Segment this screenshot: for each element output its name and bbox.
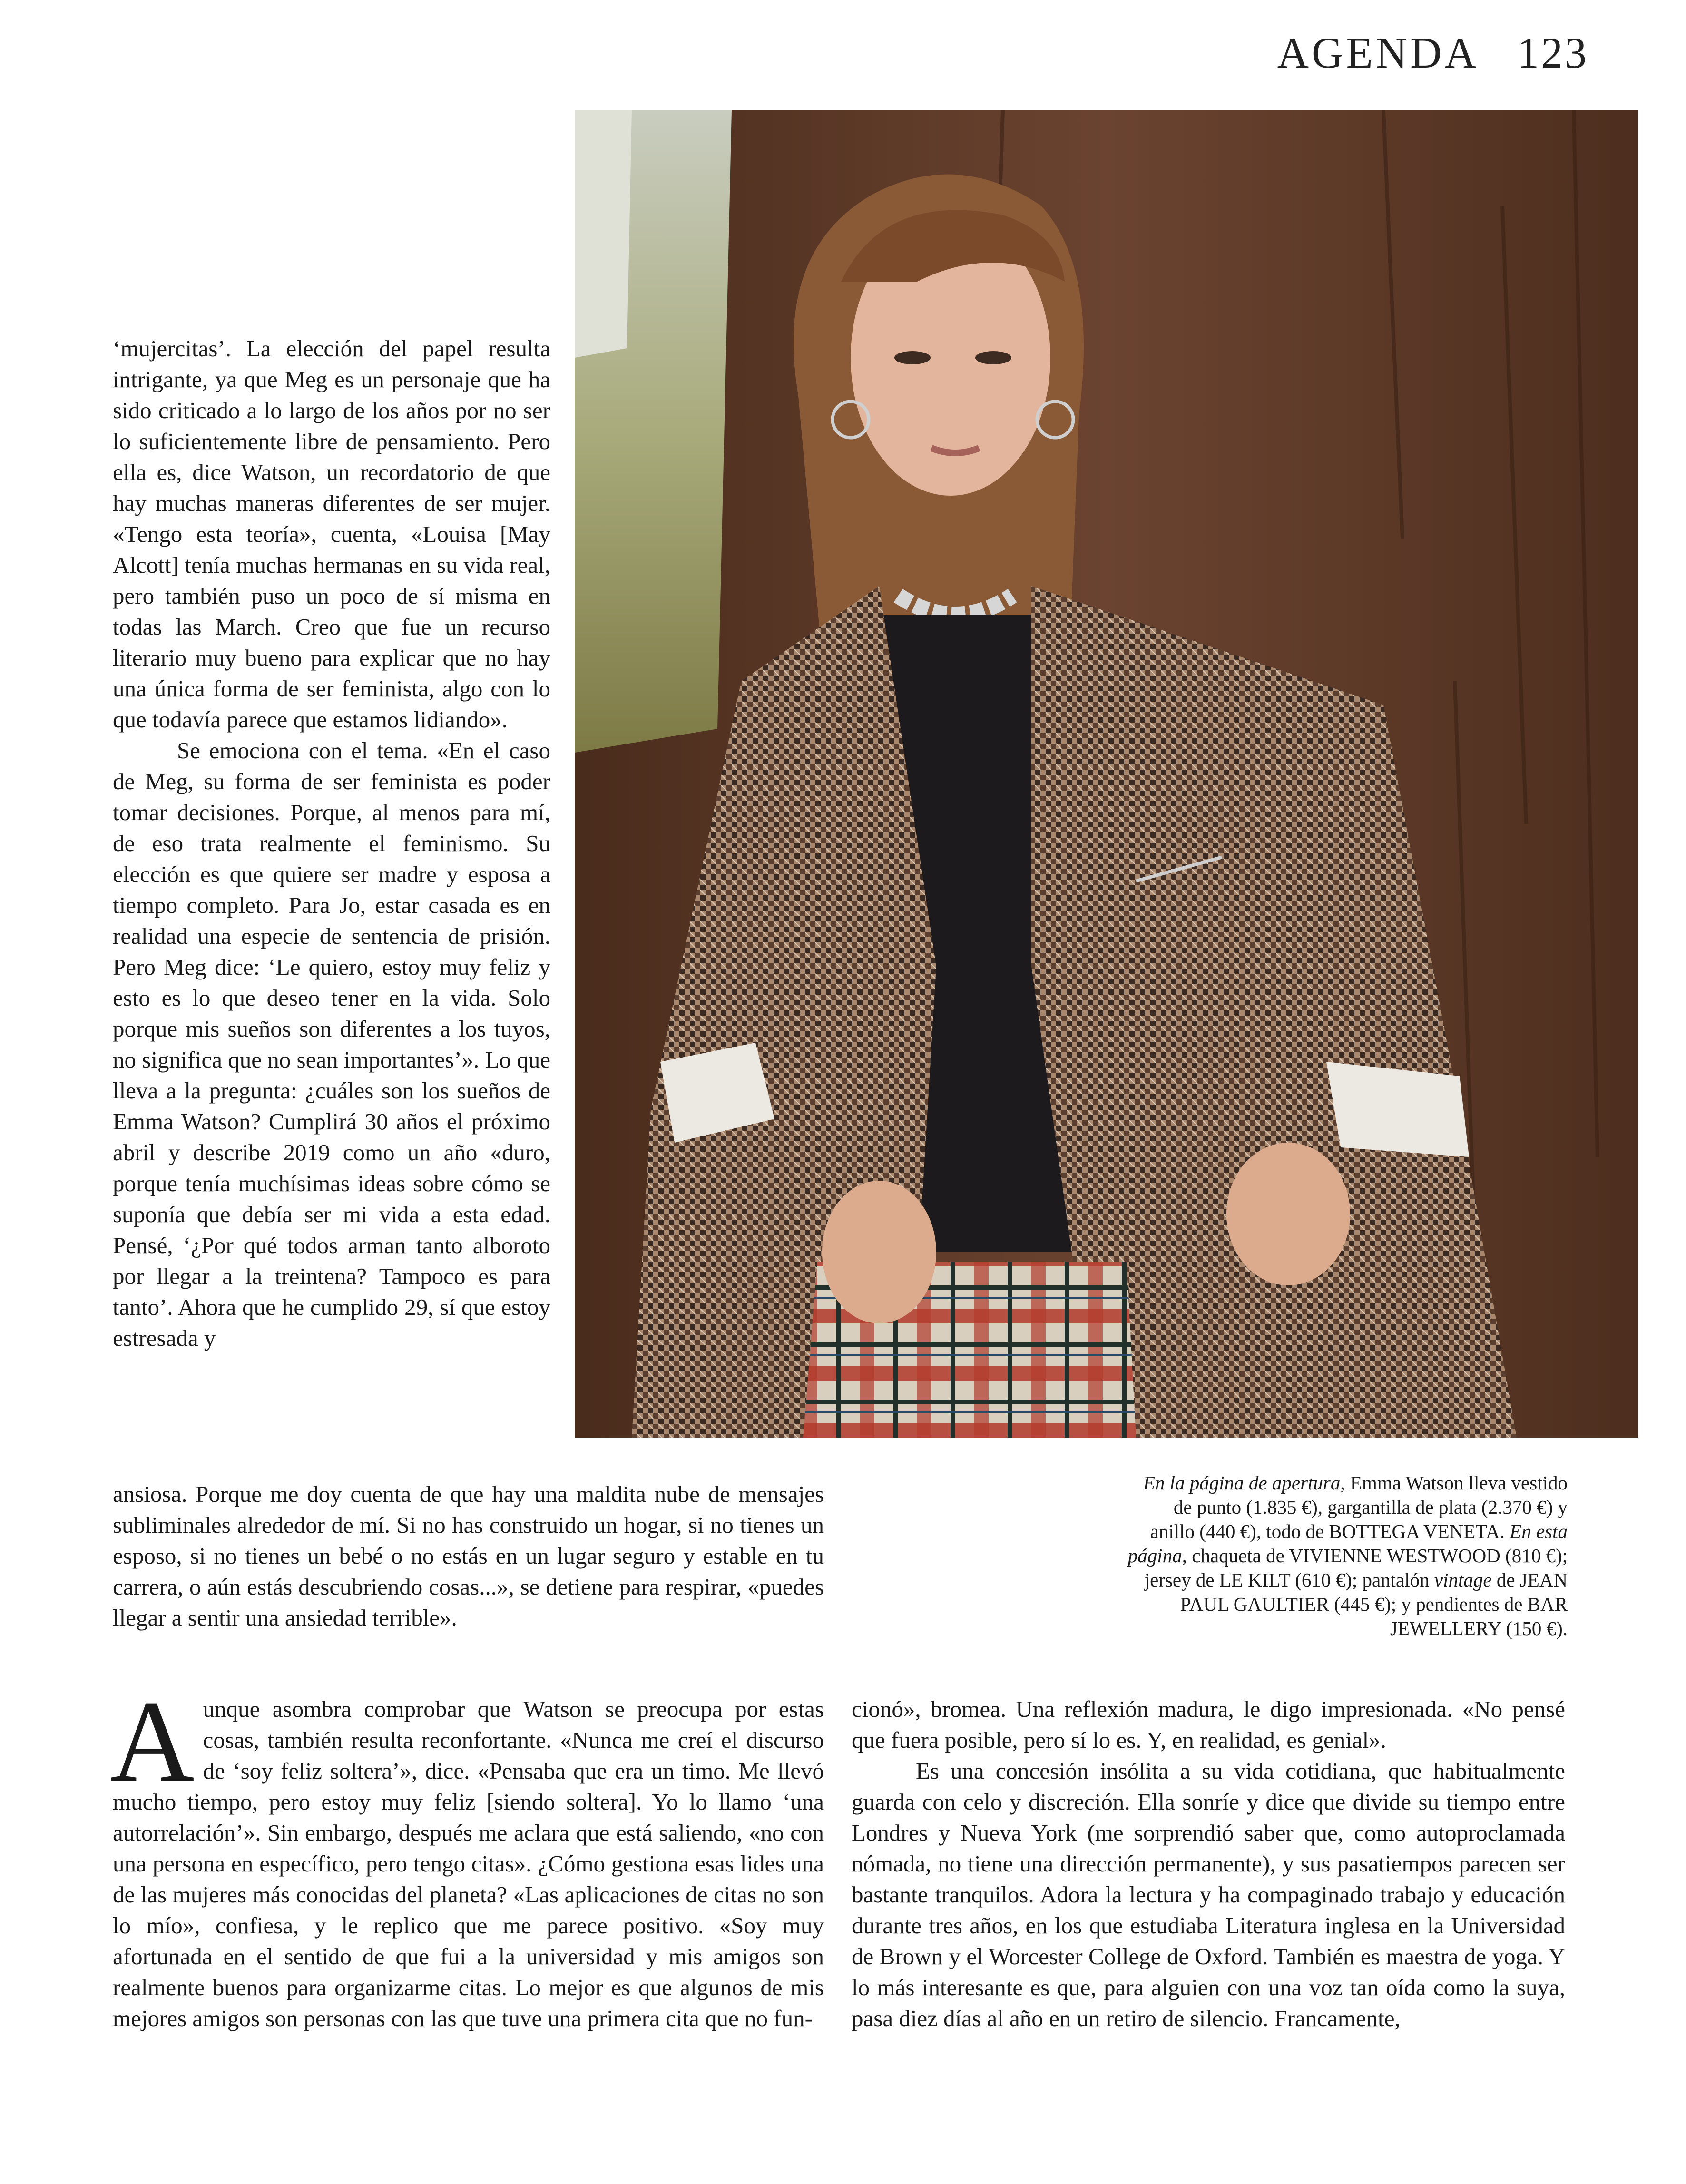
caption-italic: En la página de apertura [1143, 1472, 1341, 1494]
page-header [1277, 28, 1588, 78]
caption-italic: vintage [1434, 1569, 1492, 1591]
photo-caption [1125, 1471, 1568, 1641]
article-column-left-wide [113, 1479, 824, 1633]
paragraph: Es una concesión insólita a su vida cotidiana, que habitualmente guarda con celo y discreción. Ella sonríe y dice que divide su tiempo entre Londres y Nueva York (me sorprendió saber que, como autoproclamada nómada, no tiene una dirección permanente), y sus pasatiempos parecen ser bastante tranquilos. Adora la lectura y ha compaginado trabajo y educación durante tres años, en los que estudiaba Literatura inglesa en la Universidad de Brown y el Worcester College de Oxford. También es maestra de yoga. Y lo más interesante es que, para alguien con una voz tan oída como la suya, pasa diez días al año en un retiro de silencio. Francamente, [852, 1758, 1565, 2031]
portrait-photo-icon [575, 110, 1638, 1438]
paragraph: ansiosa. Porque me doy cuenta de que hay una maldita nube de mensajes subliminales alrededor de mí. Si no has construido un hogar, si no tienes un esposo, si no tienes un bebé o no estás en un lugar seguro y estable en tu carrera, o aún estás descubriendo cosas...», se detiene para respirar, «puedes llegar a sentir una ansiedad terrible». [113, 1481, 824, 1631]
article-column-bottom-right [852, 1694, 1565, 2034]
paragraph: ‘mujercitas’. La elección del papel resulta intrigante, ya que Meg es un personaje que ha sido criticado a lo largo de los años por no ser lo suficientemente libre de pensamiento. Pero ella es, dice Watson, un recordatorio de que hay muchas maneras diferentes de ser mujer. «Tengo esta teoría», cuenta, «Louisa [May Alcott] tenía muchas hermanas en su vida real, pero también puso un poco de sí misma en todas las March. Creo que fue un recurso literario muy bueno para explicar que no hay una única forma de ser feminista, algo con lo que todavía parece que estamos lidiando». [113, 335, 550, 733]
drop-cap: A [110, 1677, 195, 1806]
portrait-photo [575, 110, 1638, 1438]
section-title: AGENDA [1277, 29, 1479, 77]
article-column-bottom-left [110, 1677, 824, 2034]
paragraph [110, 1677, 824, 2034]
caption-italic: En esta página [1127, 1520, 1568, 1567]
caption-text: , chaqueta de VIVIENNE WESTWOOD (810 €); jersey de LE KILT (610 €); pantalón [1144, 1545, 1568, 1591]
page-number: 123 [1517, 29, 1588, 77]
caption-text: de JEAN PAUL GAULTIER (445 €); y pendientes de BAR JEWELLERY (150 €). [1180, 1569, 1568, 1639]
caption-text: , Emma Watson lleva vestido de punto (1.835 €), gargantilla de plata (2.370 €) y anillo (440 €), todo de BOTTEGA VENETA. [1150, 1472, 1568, 1542]
paragraph-text: unque asombra comprobar que Watson se preocupa por estas cosas, también resulta reconfortante. «Nunca me creí el discurso de ‘soy feliz soltera’», dice. «Pensaba que era un timo. Me llevó mucho tiempo, pero estoy muy feliz [siendo soltera]. Yo lo llamo ‘una autorrelación’». Sin embargo, después me aclara que está saliendo, «no con una persona en específico, pero tengo citas». ¿Cómo gestiona esas lides una de las mujeres más conocidas del planeta? «Las aplicaciones de citas no son lo mío», confiesa, y le replico que me parece positivo. «Soy muy afortunada en el sentido de que fui a la universidad y mis amigos son realmente buenos para organizarme citas. Lo mejor es que algunos de mis mejores amigos son personas con las que tuve una primera cita que no fun- [113, 1696, 824, 2031]
paragraph: cionó», bromea. Una reflexión madura, le digo impresionada. «No pensé que fuera posible, pero sí lo es. Y, en realidad, es genial». [852, 1696, 1565, 1753]
article-column-left-top [113, 333, 550, 1353]
paragraph: Se emociona con el tema. «En el caso de Meg, su forma de ser feminista es poder tomar decisiones. Porque, al menos para mí, de eso trata realmente el feminismo. Su elección es que quiere ser madre y esposa a tiempo completo. Para Jo, estar casada es en realidad una especie de sentencia de prisión. Pero Meg dice: ‘Le quiero, estoy muy feliz y esto es lo que deseo tener en la vida. Solo porque mis sueños son diferentes a los tuyos, no significa que no sean importantes’». Lo que lleva a la pregunta: ¿cuáles son los sueños de Emma Watson? Cumplirá 30 años el próximo abril y describe 2019 como un año «duro, porque tenía muchísimas ideas sobre cómo se suponía que debía ser mi vida a esta edad. Pensé, ‘¿Por qué todos arman tanto alboroto por llegar a la treintena? Tampoco es para tanto’. Ahora que he cumplido 29, sí que estoy estresada y [113, 737, 550, 1351]
